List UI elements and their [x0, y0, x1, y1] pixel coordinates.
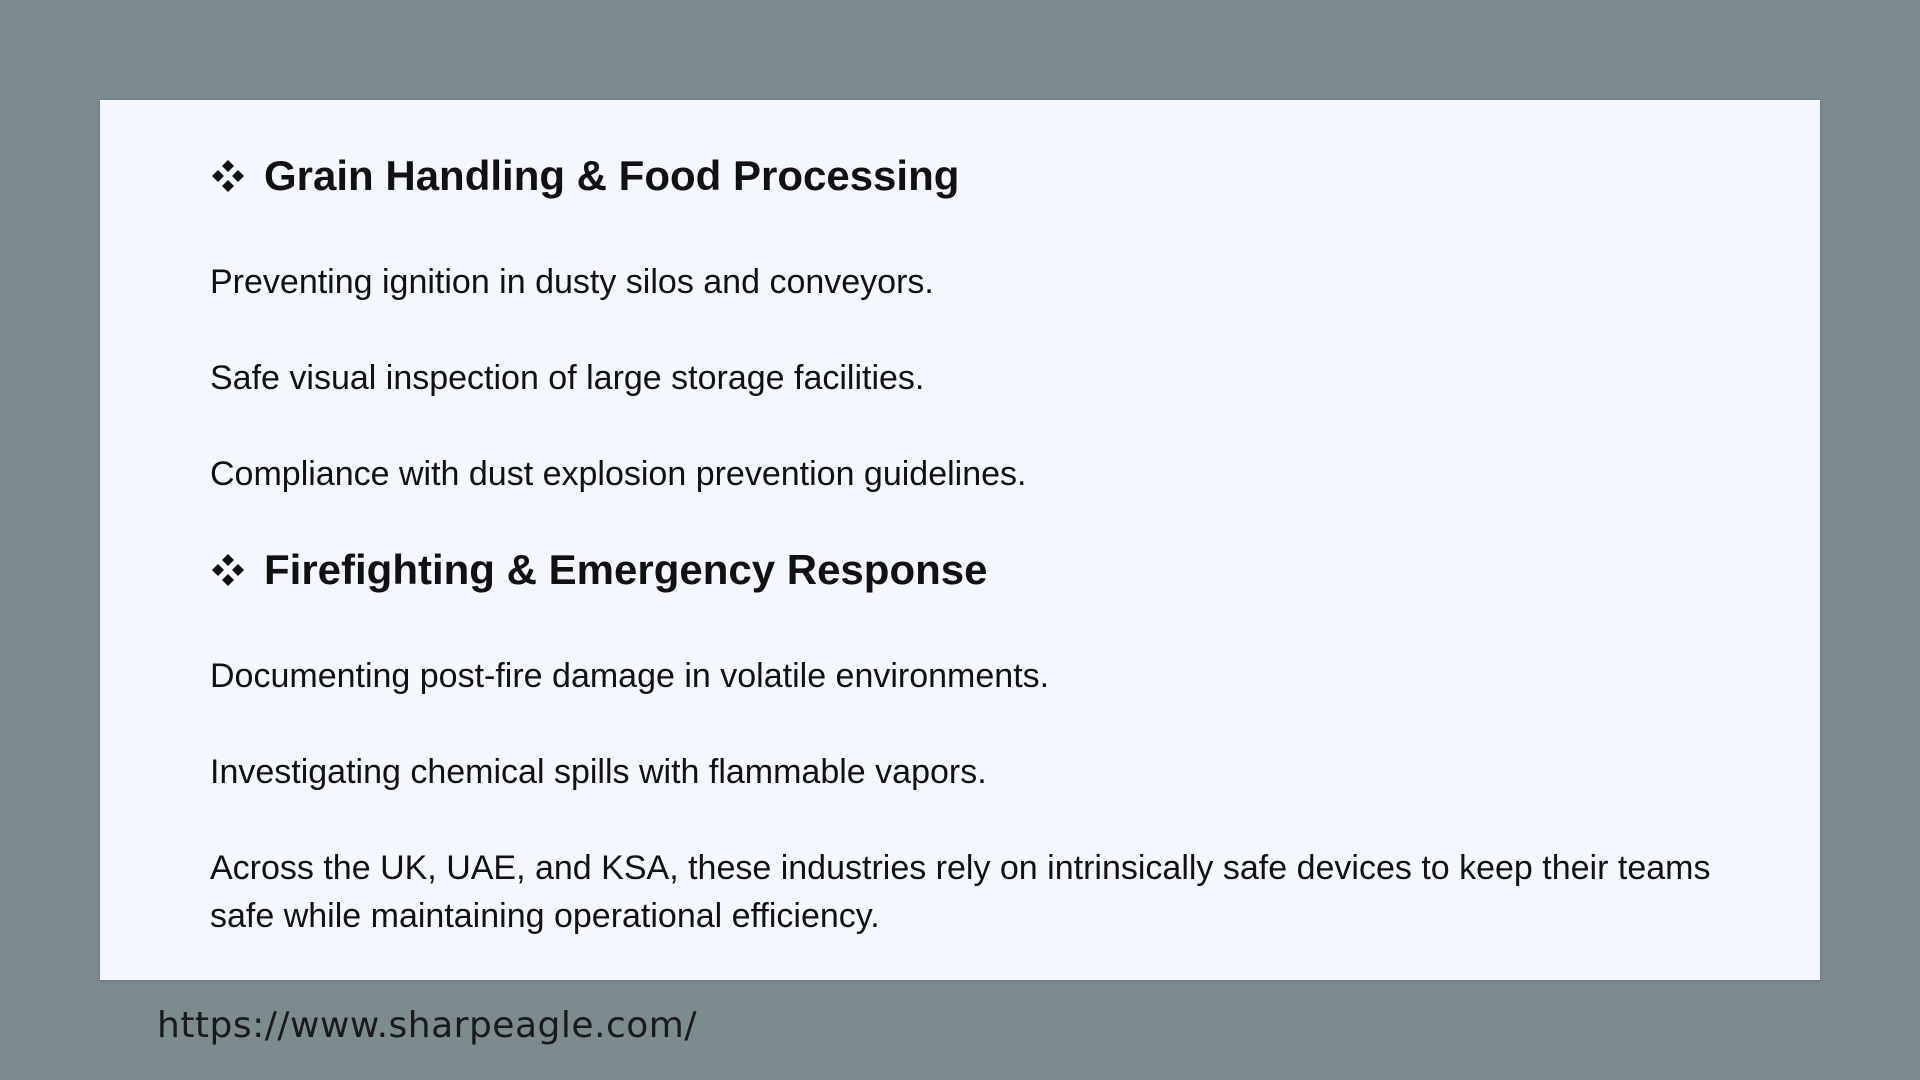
- section-heading-text: Firefighting & Emergency Response: [264, 546, 988, 593]
- list-item: Investigating chemical spills with flammable vapors.: [210, 753, 987, 791]
- list-item: Preventing ignition in dusty silos and conveyors.: [210, 263, 934, 301]
- content-card: [100, 100, 1820, 980]
- section-heading-grain: [210, 152, 959, 200]
- section-heading-firefighting: [210, 546, 987, 594]
- four-diamond-bullet-icon: [210, 552, 246, 588]
- footer-url[interactable]: https://www.sharpeagle.com/: [157, 1005, 697, 1046]
- section-heading-text: Grain Handling & Food Processing: [264, 152, 960, 199]
- list-item: Compliance with dust explosion prevention guidelines.: [210, 455, 1027, 493]
- list-item: Safe visual inspection of large storage facilities.: [210, 359, 925, 397]
- list-item: Documenting post-fire damage in volatile environments.: [210, 657, 1050, 695]
- closing-paragraph: Across the UK, UAE, and KSA, these industries rely on intrinsically safe devices to keep their teams safe while maintaining operational efficiency.: [210, 849, 1711, 935]
- four-diamond-bullet-icon: [210, 158, 246, 194]
